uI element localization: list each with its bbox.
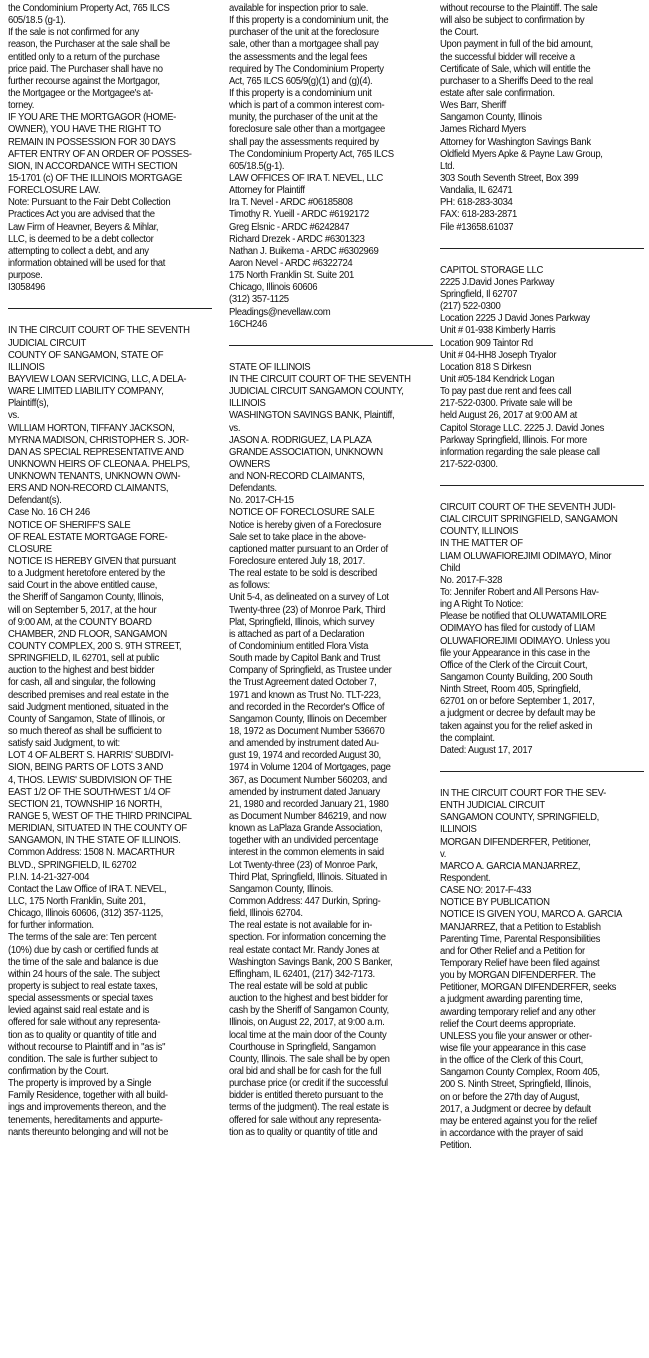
text-line: the Mortgagee or the Mortgagee's at- bbox=[8, 87, 153, 99]
text-line: Unit # 04-HH8 Joseph Tryalor bbox=[440, 349, 557, 361]
text-line: satisfy said Judgment, to wit: bbox=[8, 738, 120, 750]
text-line: COUNTY COMPLEX, 200 S. 9TH STREET, bbox=[8, 641, 182, 653]
text-line: Child bbox=[440, 562, 461, 574]
text-line: The Condominium Property Act, 765 ILCS bbox=[229, 148, 394, 160]
text-line: Capitol Storage LLC. 2225 J. David Jones bbox=[440, 422, 605, 434]
text-line: IN THE MATTER OF bbox=[440, 538, 523, 550]
text-line: the assessments and the legal fees bbox=[229, 51, 368, 63]
text-line: gust 19, 1974 and recorded August 30, bbox=[229, 750, 381, 762]
text-line: the Condominium Property Act, 765 ILCS bbox=[8, 3, 170, 14]
text-line: Ninth Street, Room 405, Springfield, bbox=[440, 684, 581, 696]
text-line: IN THE CIRCUIT COURT OF THE SEVENTH bbox=[229, 373, 411, 385]
text-line: 367, as Document Number 560203, and bbox=[229, 774, 387, 786]
text-line: condition. The sale is further subject to bbox=[8, 1053, 158, 1065]
text-line: Respondent. bbox=[440, 873, 491, 884]
text-line: confirmation by the Court. bbox=[8, 1065, 109, 1077]
notice-horton-foreclosure bbox=[8, 325, 200, 1138]
text-line: Practices Act you are advised that the bbox=[8, 209, 155, 221]
text-line: Office of the Clerk of the Circuit Court, bbox=[440, 659, 588, 671]
text-line: Sangamon County Complex, Room 405, bbox=[440, 1067, 600, 1079]
text-line: LIAM OLUWAFIOREJIMI ODIMAYO, Minor bbox=[440, 550, 612, 562]
text-line: Plaintiff(s), bbox=[8, 398, 49, 410]
text-line: of Condominium entitled Flora Vista bbox=[229, 641, 369, 653]
text-line: purpose. bbox=[8, 270, 43, 282]
text-line: the successful bidder will receive a bbox=[440, 51, 575, 63]
column-3 bbox=[440, 3, 632, 1152]
text-line: Company of Springfield, as Trustee under bbox=[229, 665, 392, 677]
text-line: Common Address: 1508 N. MACARTHUR bbox=[8, 847, 175, 859]
text-line: Note: Pursuant to the Fair Debt Collection bbox=[8, 197, 171, 209]
text-line: property is subject to real estate taxes, bbox=[8, 980, 158, 992]
text-line: File #13658.61037 bbox=[440, 221, 514, 233]
text-line: and recorded in the Recorder's Office of bbox=[229, 701, 385, 713]
text-line: ings and improvements thereon, and the bbox=[8, 1102, 166, 1114]
text-line: UNKNOWN HEIRS OF CLEONA A. PHELPS, bbox=[8, 458, 190, 470]
text-line: the Trust Agreement dated October 7, bbox=[229, 677, 377, 689]
text-line: relief the Court deems appropriate. bbox=[440, 1018, 576, 1030]
text-line: Defendants. bbox=[229, 483, 277, 495]
text-line: the time of the sale and balance is due bbox=[8, 956, 159, 968]
text-line: Greg Elsnic - ARDC #6242847 bbox=[229, 221, 350, 233]
text-line: as Document Number 846219, and now bbox=[229, 811, 387, 822]
text-line: LOT 4 OF ALBERT S. HARRIS' SUBDIVI- bbox=[8, 750, 174, 762]
text-line: 1971 and known as Trust No. TLT-223, bbox=[229, 689, 381, 701]
text-line: the complaint. bbox=[440, 732, 495, 744]
text-line: Case No. 16 CH 246 bbox=[8, 507, 90, 519]
text-line: auction to the highest and best bidder bbox=[8, 665, 155, 677]
text-line: purchase price (or credit if the successful bbox=[229, 1078, 388, 1090]
text-line: estate after sale confirmation. bbox=[440, 87, 555, 99]
text-line: Common Address: 447 Durkin, Spring- bbox=[229, 895, 381, 907]
text-line: 16CH246 bbox=[229, 318, 267, 330]
text-line: RANGE 5, WEST OF THE THIRD PRINCIPAL bbox=[8, 811, 192, 822]
text-line: PH: 618-283-3034 bbox=[440, 197, 513, 209]
text-line: Sangamon County, Illinois bbox=[440, 112, 542, 124]
text-line: and for Other Relief and a Petition for bbox=[440, 945, 585, 957]
text-line: CASE NO: 2017-F-433 bbox=[440, 885, 532, 897]
text-line: Vandalia, IL 62471 bbox=[440, 185, 513, 197]
text-line: 605/18.5 (g-1). bbox=[8, 15, 66, 27]
text-line: tion as to quality or quantity of title and bbox=[229, 1126, 378, 1138]
text-line: cash by the Sheriff of Sangamon County, bbox=[229, 1005, 389, 1017]
text-line: offered for sale without any representa- bbox=[229, 1114, 382, 1126]
text-line: will also be subject to confirmation by bbox=[440, 15, 585, 27]
text-line: of 9:00 AM, at the COUNTY BOARD bbox=[8, 616, 152, 628]
text-line: Ira T. Nevel - ARDC #06185808 bbox=[229, 197, 353, 209]
text-line: 4, THOS. LEWIS' SUBDIVISION OF THE bbox=[8, 774, 172, 786]
text-line: purchaser to a Sheriffs Deed to the real bbox=[440, 75, 593, 87]
text-line: Unit 5-4, as delineated on a survey of Lot bbox=[229, 592, 389, 604]
text-line: 18, 1972 as Document Number 536670 bbox=[229, 726, 385, 738]
text-line: awarding temporary relief and any other bbox=[440, 1006, 596, 1018]
text-line: Oldfield Myers Apke & Payne Law Group, bbox=[440, 148, 603, 160]
text-line: Parkway Springfield, Illinois. For more bbox=[440, 434, 587, 446]
text-line: SPRINGFIELD, IL 62701, sell at public bbox=[8, 653, 159, 665]
text-line: ILLINOIS bbox=[440, 824, 477, 836]
text-line: for cash, all and singular, the following bbox=[8, 677, 156, 689]
text-line: OWNERS bbox=[229, 458, 270, 470]
text-line: may be entered against you for the relief bbox=[440, 1115, 597, 1127]
text-line: NOTICE BY PUBLICATION bbox=[440, 897, 550, 909]
text-line: Plat, Springfield, Illinois, which survey bbox=[229, 616, 375, 628]
text-line: 2017, a Judgment or decree by default bbox=[440, 1103, 591, 1115]
text-line: Family Residence, together with all build- bbox=[8, 1090, 168, 1102]
text-line: a judgment awarding parenting time, bbox=[440, 994, 583, 1006]
text-line: OWNER), YOU HAVE THE RIGHT TO bbox=[8, 124, 161, 136]
text-line: without recourse to Plaintiff and in "as is" bbox=[8, 1041, 166, 1053]
text-line: Chicago, Illinois 60606 bbox=[229, 282, 318, 294]
text-line: so much thereof as shall be sufficient to bbox=[8, 726, 162, 738]
text-line: wise file your appearance in this case bbox=[440, 1042, 586, 1054]
text-line: 2225 J.David Jones Parkway bbox=[440, 276, 555, 288]
text-line: bidder is entitled thereto pursuant to the bbox=[229, 1090, 383, 1102]
text-line: NOTICE OF FORECLOSURE SALE bbox=[229, 507, 375, 519]
text-line: The property is improved by a Single bbox=[8, 1078, 152, 1090]
text-line: without recourse to the Plaintiff. The sale bbox=[440, 3, 598, 14]
text-line: I3058496 bbox=[8, 282, 46, 294]
text-line: AFTER ENTRY OF AN ORDER OF POSSES- bbox=[8, 148, 192, 160]
text-line: said Judgment mentioned, situated in the bbox=[8, 701, 169, 713]
notice-divider bbox=[440, 771, 644, 772]
text-line: Attorney for Washington Savings Bank bbox=[440, 136, 591, 148]
text-line: No. 2017-CH-15 bbox=[229, 495, 294, 507]
notice-divider bbox=[8, 308, 212, 309]
text-line: foreclosure sale other than a mortgagee bbox=[229, 124, 385, 136]
text-line: County of Sangamon, State of Illinois, or bbox=[8, 713, 165, 725]
text-line: LLC, 175 North Franklin, Suite 201, bbox=[8, 895, 146, 907]
text-line: Act, 765 ILCS 605/9(g)(1) and (g)(4). bbox=[229, 75, 373, 87]
text-line: FORECLOSURE LAW. bbox=[8, 185, 101, 197]
text-line: LLC, is deemed to be a debt collector bbox=[8, 233, 154, 245]
text-line: which is part of a common interest com- bbox=[229, 100, 385, 112]
text-line: reason, the Purchaser at the sale shall be bbox=[8, 39, 170, 51]
text-line: If this property is a condominium unit bbox=[229, 87, 372, 99]
text-line: file your Appearance in this case in the bbox=[440, 647, 590, 659]
text-line: entitled only to a return of the purchase bbox=[8, 51, 160, 63]
text-line: Defendant(s). bbox=[8, 495, 62, 507]
text-line: Petition. bbox=[440, 1140, 472, 1152]
text-line: Nathan J. Buikema - ARDC #6302969 bbox=[229, 245, 379, 257]
text-line: on or before the 27th day of August, bbox=[440, 1091, 580, 1103]
text-line: amended by instrument dated January bbox=[229, 786, 380, 798]
text-line: Please be notified that OLUWATAMILORE bbox=[440, 611, 607, 623]
text-line: EAST 1/2 OF THE SOUTHWEST 1/4 OF bbox=[8, 786, 171, 798]
text-line: attempting to collect a debt, and any bbox=[8, 245, 149, 257]
text-line: JUDICIAL CIRCUIT bbox=[8, 337, 86, 349]
text-line: WASHINGTON SAVINGS BANK, Plaintiff, bbox=[229, 410, 395, 422]
text-line: Timothy R. Yueill - ARDC #6192172 bbox=[229, 209, 369, 221]
text-line: known as LaPlaza Grande Association, bbox=[229, 823, 383, 835]
text-line: the Court. bbox=[440, 27, 479, 39]
text-line: To: Jennifer Robert and All Persons Hav- bbox=[440, 587, 599, 599]
text-line: Foreclosure entered July 18, 2017. bbox=[229, 556, 365, 568]
text-line: WILLIAM HORTON, TIFFANY JACKSON, bbox=[8, 422, 175, 434]
text-line: local time at the main door of the County bbox=[229, 1029, 387, 1041]
text-line: BLVD., SPRINGFIELD, IL 62702 bbox=[8, 859, 137, 871]
text-line: CAPITOL STORAGE LLC bbox=[440, 264, 544, 276]
text-line: will on September 5, 2017, at the hour bbox=[8, 604, 157, 616]
text-line: SECTION 21, TOWNSHIP 16 NORTH, bbox=[8, 798, 162, 810]
text-line: in the office of the Clerk of this Court, bbox=[440, 1055, 583, 1067]
text-line: UNLESS you file your answer or other- bbox=[440, 1030, 592, 1042]
text-line: information obtained will be used for that bbox=[8, 257, 166, 269]
text-line: CIRCUIT COURT OF THE SEVENTH JUDI- bbox=[440, 502, 616, 514]
text-line: for further information. bbox=[8, 920, 94, 932]
text-line: spection. For information concerning the bbox=[229, 932, 386, 944]
text-line: auction to the highest and best bidder for bbox=[229, 993, 388, 1005]
text-line: further recourse against the Mortgagor, bbox=[8, 75, 160, 87]
text-line: ILLINOIS bbox=[229, 398, 266, 410]
text-line: Wes Barr, Sheriff bbox=[440, 100, 507, 112]
text-line: COUNTY, ILLINOIS bbox=[440, 526, 519, 538]
text-line: nants thereunto belonging and will not be bbox=[8, 1126, 169, 1138]
text-line: Temporary Relief have been filed against bbox=[440, 957, 600, 969]
text-line: special assessments or special taxes bbox=[8, 993, 153, 1005]
text-line: Contact the Law Office of IRA T. NEVEL, bbox=[8, 883, 167, 895]
text-line: OF REAL ESTATE MORTGAGE FORE- bbox=[8, 531, 168, 543]
column-1 bbox=[8, 3, 200, 1139]
text-line: in accordance with the prayer of said bbox=[440, 1127, 583, 1139]
text-line: MORGAN DIFENDERFER, Petitioner, bbox=[440, 836, 591, 848]
text-line: vs. bbox=[229, 422, 241, 434]
text-line: 175 North Franklin St. Suite 201 bbox=[229, 270, 354, 282]
text-line: terms of the judgment). The real estate is bbox=[229, 1102, 389, 1114]
text-line: price paid. The Purchaser shall have no bbox=[8, 63, 163, 75]
text-line: purchaser of the unit at the foreclosure bbox=[229, 27, 379, 39]
text-line: CIAL CIRCUIT SPRINGFIELD, SANGAMON bbox=[440, 514, 618, 526]
text-line: MANJARREZ, that a Petition to Establish bbox=[440, 921, 601, 933]
text-line: MERIDIAN, SITUATED IN THE COUNTY OF bbox=[8, 823, 187, 835]
text-line: Location 2225 J David Jones Parkway bbox=[440, 313, 590, 325]
text-line: SANGAMON COUNTY, SPRINGFIELD, bbox=[440, 812, 599, 824]
text-line: 200 S. Ninth Street, Springfield, Illinois, bbox=[440, 1079, 591, 1091]
text-line: captioned matter pursuant to an Order of bbox=[229, 543, 388, 555]
text-line: Upon payment in full of the bid amount, bbox=[440, 39, 593, 51]
text-line: Pleadings@nevellaw.com bbox=[229, 306, 331, 318]
text-line: taken against you for the relief asked in bbox=[440, 720, 593, 732]
text-line: County, Illinois. The sale shall be by open bbox=[229, 1053, 390, 1065]
text-line: torney. bbox=[8, 100, 35, 112]
text-line: 21, 1980 and recorded January 21, 1980 bbox=[229, 798, 389, 810]
text-line: Notice is hereby given of a Foreclosure bbox=[229, 519, 382, 531]
text-line: Sangamon County Building, 200 South bbox=[440, 672, 593, 684]
text-line: 217-522-0300. Private sale will be bbox=[440, 398, 573, 410]
text-line: Third Plat, Springfield, Illinois. Situated in bbox=[229, 871, 387, 883]
text-line: a judgment or decree by default may be bbox=[440, 708, 596, 720]
text-line: 15-1701 (c) OF THE ILLINOIS MORTGAGE bbox=[8, 172, 182, 184]
text-line: Illinois, on August 22, 2017, at 9:00 a.m. bbox=[229, 1017, 385, 1029]
text-line: is attached as part of a Declaration bbox=[229, 628, 365, 640]
text-line: DAN AS SPECIAL REPRESENTATIVE AND bbox=[8, 446, 184, 458]
text-line: as follows: bbox=[229, 580, 270, 592]
text-line: REMAIN IN POSSESSION FOR 30 DAYS bbox=[8, 136, 176, 148]
text-line: available for inspection prior to sale. bbox=[229, 3, 369, 14]
text-line: Attorney for Plaintiff bbox=[229, 185, 305, 197]
notice-washington-foreclosure bbox=[229, 362, 421, 1139]
text-line: SANGAMON, IN THE STATE OF ILLINOIS. bbox=[8, 835, 181, 847]
notice-divider bbox=[229, 345, 433, 346]
text-line: you by MORGAN DIFENDERFER. The bbox=[440, 970, 596, 982]
text-line: IN THE CIRCUIT COURT FOR THE SEV- bbox=[440, 788, 606, 800]
text-line: (217) 522-0300 bbox=[440, 301, 501, 313]
text-line: The real estate is not available for in- bbox=[229, 920, 372, 932]
text-line: Effingham, IL 62401, (217) 342-7173. bbox=[229, 968, 375, 980]
text-line: NOTICE IS HEREBY GIVEN that pursuant bbox=[8, 556, 176, 568]
text-line: The real estate will be sold at public bbox=[229, 980, 368, 992]
text-line: oral bid and shall be for cash for the full bbox=[229, 1065, 381, 1077]
text-line: Unit #05-184 Kendrick Logan bbox=[440, 373, 555, 385]
text-line: Location 909 Taintor Rd bbox=[440, 337, 533, 349]
text-line: Sangamon County, Illinois on December bbox=[229, 713, 387, 725]
text-line: real estate contact Mr. Randy Jones at bbox=[229, 944, 379, 956]
text-line: (10%) due by cash or certified funds at bbox=[8, 944, 159, 956]
text-line: The real estate to be sold is described bbox=[229, 568, 378, 580]
text-line: and amended by instrument dated Au- bbox=[229, 738, 379, 750]
text-line: munity, the purchaser of the unit at the bbox=[229, 112, 378, 124]
text-line: held August 26, 2017 at 9:00 AM at bbox=[440, 410, 577, 422]
text-line: FAX: 618-283-2871 bbox=[440, 209, 517, 221]
text-line: Sangamon County, Illinois. bbox=[229, 883, 333, 895]
text-line: Sale set to take place in the above- bbox=[229, 531, 366, 543]
text-line: Springfield, Il 62707 bbox=[440, 288, 518, 300]
text-line: ENTH JUDICIAL CIRCUIT bbox=[440, 800, 545, 812]
text-line: Richard Drezek - ARDC #6301323 bbox=[229, 233, 365, 245]
notice-difenderfer-publication bbox=[440, 788, 632, 1152]
text-line: ILLINOIS bbox=[8, 361, 45, 373]
text-line: James Richard Myers bbox=[440, 124, 526, 136]
text-line: SION, IN ACCORDANCE WITH SECTION bbox=[8, 160, 178, 172]
text-line: field, Illinois 62704. bbox=[229, 908, 303, 920]
text-line: Chicago, Illinois 60606, (312) 357-1125, bbox=[8, 908, 163, 920]
text-line: To pay past due rent and fees call bbox=[440, 386, 572, 398]
notice-odimayo-custody bbox=[440, 502, 632, 757]
text-line: described premises and real estate in the bbox=[8, 689, 169, 701]
text-line: Dated: August 17, 2017 bbox=[440, 744, 533, 756]
text-line: the Sheriff of Sangamon County, Illinois, bbox=[8, 592, 164, 604]
text-line: Unit # 01-938 Kimberly Harris bbox=[440, 325, 556, 337]
notice-capitol-storage bbox=[440, 265, 632, 471]
text-line: and NON-RECORD CLAIMANTS, bbox=[229, 471, 365, 483]
notice-bayview-continuation bbox=[8, 3, 200, 294]
text-line: Aaron Nevel - ARDC #6322724 bbox=[229, 257, 353, 269]
notice-divider bbox=[440, 248, 644, 249]
text-line: GRANDE ASSOCIATION, UNKNOWN bbox=[229, 446, 383, 458]
text-line: v. bbox=[440, 848, 447, 860]
text-line: BAYVIEW LOAN SERVICING, LLC, A DELA- bbox=[8, 373, 187, 385]
text-line: COUNTY OF SANGAMON, STATE OF bbox=[8, 349, 164, 361]
text-line: WARE LIMITED LIABILITY COMPANY, bbox=[8, 386, 164, 398]
text-line: Location 818 S Dirkesn bbox=[440, 361, 532, 373]
text-line: Washington Savings Bank, 200 S Banker, bbox=[229, 956, 393, 968]
text-line: IF YOU ARE THE MORTGAGOR (HOME- bbox=[8, 112, 177, 124]
text-line: Ltd. bbox=[440, 160, 455, 172]
text-line: OLUWAFIOREJIMI ODIMAYO. Unless you bbox=[440, 635, 610, 647]
text-line: required by The Condominium Property bbox=[229, 63, 384, 75]
notice-divider bbox=[440, 485, 644, 486]
text-line: CHAMBER, 2ND FLOOR, SANGAMON bbox=[8, 628, 167, 640]
text-line: JUDICIAL CIRCUIT SANGAMON COUNTY, bbox=[229, 386, 404, 398]
text-line: MARCO A. GARCIA MANJARREZ, bbox=[440, 860, 581, 872]
text-line: to a Judgment heretofore entered by the bbox=[8, 568, 166, 580]
text-line: sale, other than a mortgagee shall pay bbox=[229, 39, 379, 51]
text-line: LAW OFFICES OF IRA T. NEVEL, LLC bbox=[229, 172, 383, 184]
text-line: If this property is a condominium unit, the bbox=[229, 15, 389, 27]
text-line: ing A Right To Notice: bbox=[440, 599, 524, 611]
text-line: Courthouse in Springfield, Sangamon bbox=[229, 1041, 376, 1053]
text-line: Law Firm of Heavner, Beyers & Mihlar, bbox=[8, 221, 159, 233]
text-line: South made by Capitol Bank and Trust bbox=[229, 653, 381, 665]
text-line: offered for sale without any representa- bbox=[8, 1017, 161, 1029]
text-line: MYRNA MADISON, CHRISTOPHER S. JOR- bbox=[8, 434, 189, 446]
text-line: shall pay the assessments required by bbox=[229, 136, 379, 148]
text-line: ERS AND NON-RECORD CLAIMANTS, bbox=[8, 483, 169, 495]
text-line: 605/18.5(g-1). bbox=[229, 160, 285, 172]
text-line: within 24 hours of the sale. The subject bbox=[8, 968, 160, 980]
text-line: 62701 on or before September 1, 2017, bbox=[440, 696, 595, 708]
notice-horton-continuation bbox=[229, 3, 421, 331]
text-line: tenements, hereditaments and appurte- bbox=[8, 1114, 163, 1126]
text-line: vs. bbox=[8, 410, 20, 422]
text-line: interest in the common elements in said bbox=[229, 847, 384, 859]
text-line: Certificate of Sale, which will entitle the bbox=[440, 63, 591, 75]
text-line: Parenting Time, Parental Responsibilities bbox=[440, 933, 601, 945]
text-line: No. 2017-F-328 bbox=[440, 574, 503, 586]
text-line: NOTICE IS GIVEN YOU, MARCO A. GARCIA bbox=[440, 909, 623, 921]
text-line: Twenty-three (23) of Monroe Park, Third bbox=[229, 604, 386, 616]
text-line: Petitioner, MORGAN DIFENDERFER, seeks bbox=[440, 982, 617, 994]
text-line: If the sale is not confirmed for any bbox=[8, 27, 139, 39]
text-line: UNKNOWN TENANTS, UNKNOWN OWN- bbox=[8, 471, 181, 483]
text-line: 303 South Seventh Street, Box 399 bbox=[440, 172, 579, 184]
text-line: STATE OF ILLINOIS bbox=[229, 361, 311, 373]
text-line: The terms of the sale are: Ten percent bbox=[8, 932, 157, 944]
text-line: 217-522-0300. bbox=[440, 458, 498, 470]
text-line: Lot Twenty-three (23) of Monroe Park, bbox=[229, 859, 378, 871]
text-line: said Court in the above entitled cause, bbox=[8, 580, 158, 592]
text-line: 1974 in Volume 1204 of Mortgages, page bbox=[229, 762, 391, 774]
text-line: NOTICE OF SHERIFF'S SALE bbox=[8, 519, 131, 531]
text-line: CLOSURE bbox=[8, 543, 52, 555]
text-line: ODIMAYO has filed for custody of LIAM bbox=[440, 623, 595, 635]
text-line: SION, BEING PARTS OF LOTS 3 AND bbox=[8, 762, 163, 774]
text-line: together with an undivided percentage bbox=[229, 835, 379, 847]
text-line: (312) 357-1125 bbox=[229, 294, 289, 306]
text-line: information regarding the sale please call bbox=[440, 446, 600, 458]
notice-washington-continuation bbox=[440, 3, 632, 234]
text-line: P.I.N. 14-21-327-004 bbox=[8, 871, 90, 883]
column-2 bbox=[229, 3, 421, 1139]
text-line: IN THE CIRCUIT COURT OF THE SEVENTH bbox=[8, 325, 190, 337]
text-line: levied against said real estate and is bbox=[8, 1005, 149, 1017]
text-line: tion as to quality or quantity of title and bbox=[8, 1029, 157, 1041]
text-line: JASON A. RODRIGUEZ, LA PLAZA bbox=[229, 434, 372, 446]
